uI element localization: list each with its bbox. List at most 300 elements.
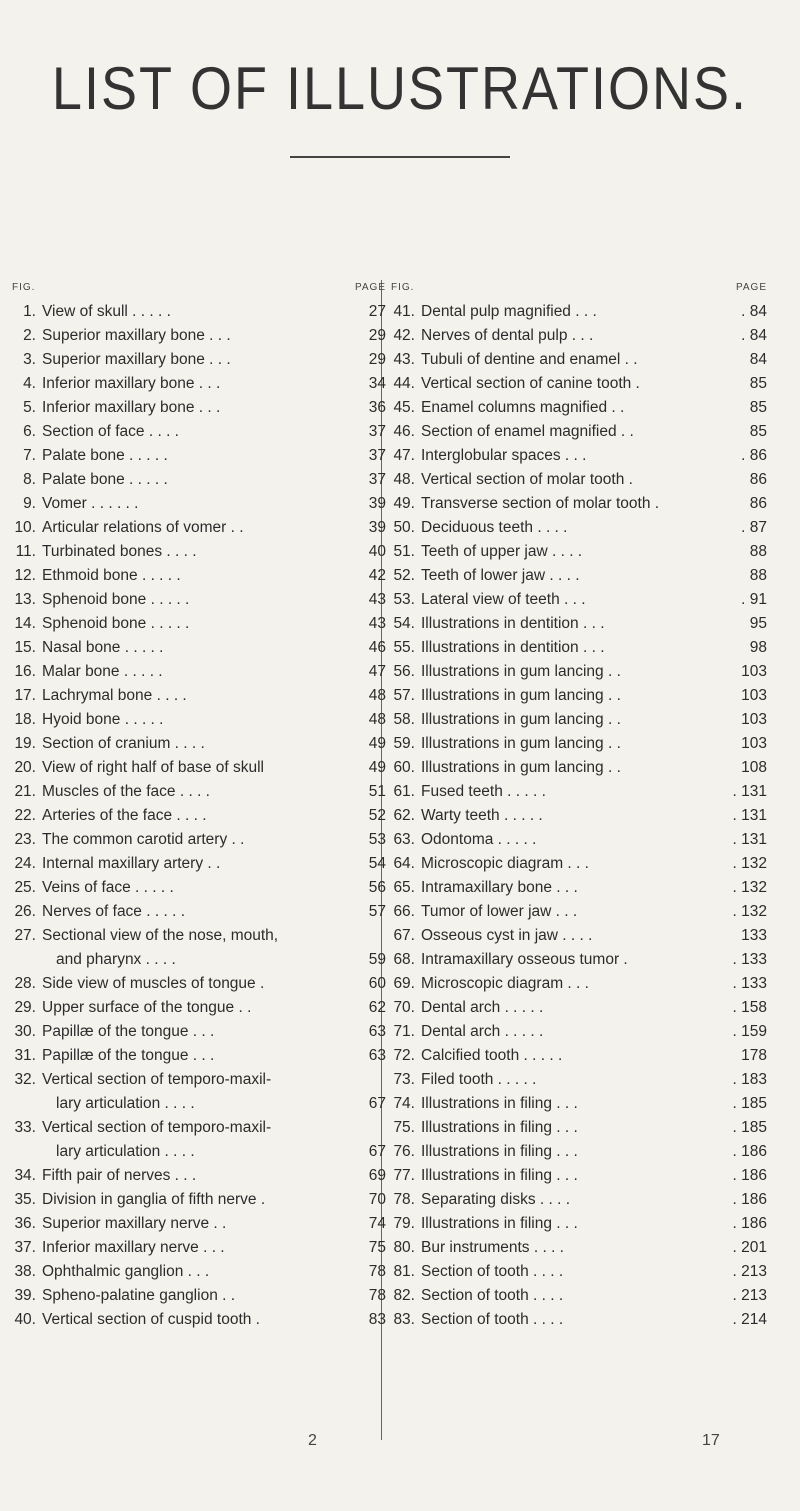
page-number: 88 bbox=[749, 543, 767, 560]
page-number: . 133 bbox=[732, 951, 767, 968]
fig-number: 2. bbox=[23, 327, 36, 344]
page-number: 49 bbox=[368, 735, 386, 752]
list-item bbox=[10, 1092, 386, 1116]
fig-caption: lary articulation . . . . bbox=[56, 1095, 195, 1112]
fig-caption: Dental arch . . . . . bbox=[421, 1023, 544, 1040]
list-item bbox=[389, 1236, 767, 1260]
list-item bbox=[10, 1308, 386, 1332]
list-item bbox=[389, 948, 767, 972]
fig-caption: Odontoma . . . . . bbox=[421, 831, 537, 848]
page-number: . 84 bbox=[741, 327, 767, 344]
fig-caption: Deciduous teeth . . . . bbox=[421, 519, 568, 536]
fig-caption: Vertical section of temporo-maxil- bbox=[42, 1071, 272, 1088]
fig-number: 46. bbox=[393, 423, 415, 440]
fig-number: 19. bbox=[14, 735, 36, 752]
fig-number: 56. bbox=[393, 663, 415, 680]
fig-caption: Transverse section of molar tooth . bbox=[421, 495, 660, 512]
fig-number: 24. bbox=[14, 855, 36, 872]
fig-number: 43. bbox=[393, 351, 415, 368]
fig-number: 57. bbox=[393, 687, 415, 704]
fig-caption: Section of tooth . . . . bbox=[421, 1263, 564, 1280]
page-number: 46 bbox=[368, 639, 386, 656]
fig-caption: Articular relations of vomer . . bbox=[42, 519, 244, 536]
fig-number: 76. bbox=[393, 1143, 415, 1160]
fig-caption: Vertical section of cuspid tooth . bbox=[42, 1311, 260, 1328]
fig-number: 12. bbox=[14, 567, 36, 584]
fig-caption: Section of face . . . . bbox=[42, 423, 179, 440]
fig-caption: Microscopic diagram . . . bbox=[421, 855, 589, 872]
list-item bbox=[389, 828, 767, 852]
page-number: 178 bbox=[741, 1047, 767, 1064]
fig-number: 77. bbox=[393, 1167, 415, 1184]
page-number: . 86 bbox=[741, 447, 767, 464]
fig-number: 31. bbox=[14, 1047, 36, 1064]
fig-caption: Dental pulp magnified . . . bbox=[421, 303, 597, 320]
list-item bbox=[10, 1068, 386, 1092]
page-number: 54 bbox=[368, 855, 386, 872]
fig-number: 70. bbox=[393, 999, 415, 1016]
fig-caption: lary articulation . . . . bbox=[56, 1143, 195, 1160]
fig-caption: Division in ganglia of fifth nerve . bbox=[42, 1191, 266, 1208]
fig-number: 73. bbox=[393, 1071, 415, 1088]
fig-caption: Separating disks . . . . bbox=[421, 1191, 571, 1208]
fig-caption: Vertical section of temporo-maxil- bbox=[42, 1119, 272, 1136]
fig-number: 60. bbox=[393, 759, 415, 776]
fig-caption: Section of enamel magnified . . bbox=[421, 423, 634, 440]
fig-number: 5. bbox=[23, 399, 36, 416]
page-number: 85 bbox=[749, 423, 767, 440]
page-number: 62 bbox=[368, 999, 386, 1016]
list-item bbox=[389, 540, 767, 564]
page-number: 74 bbox=[368, 1215, 386, 1232]
page-number: 103 bbox=[741, 663, 767, 680]
fig-number: 15. bbox=[14, 639, 36, 656]
page-number: 86 bbox=[749, 495, 767, 512]
list-item bbox=[10, 516, 386, 540]
page-number: . 131 bbox=[732, 831, 767, 848]
list-item bbox=[10, 660, 386, 684]
fig-caption: Inferior maxillary bone . . . bbox=[42, 399, 221, 416]
fig-number: 13. bbox=[14, 591, 36, 608]
fig-number: 29. bbox=[14, 999, 36, 1016]
fig-caption: Tumor of lower jaw . . . bbox=[421, 903, 578, 920]
right-column bbox=[389, 282, 767, 1332]
list-item bbox=[389, 1092, 767, 1116]
list-item bbox=[10, 444, 386, 468]
fig-number: 49. bbox=[393, 495, 415, 512]
fig-caption: Sphenoid bone . . . . . bbox=[42, 615, 190, 632]
fig-caption: Muscles of the face . . . . bbox=[42, 783, 210, 800]
fig-caption: Section of cranium . . . . bbox=[42, 735, 205, 752]
list-item bbox=[10, 1164, 386, 1188]
page-number: . 186 bbox=[732, 1191, 767, 1208]
fig-caption: Illustrations in gum lancing . . bbox=[421, 663, 621, 680]
page-number: 48 bbox=[368, 687, 386, 704]
fig-number: 78. bbox=[393, 1191, 415, 1208]
fig-caption: Illustrations in gum lancing . . bbox=[421, 759, 621, 776]
fig-caption: Palate bone . . . . . bbox=[42, 471, 168, 488]
fig-number: 42. bbox=[393, 327, 415, 344]
fig-caption: Ethmoid bone . . . . . bbox=[42, 567, 181, 584]
page-number: 27 bbox=[368, 303, 386, 320]
page-number: 98 bbox=[749, 639, 767, 656]
fig-number: 52. bbox=[393, 567, 415, 584]
page-number: . 185 bbox=[732, 1119, 767, 1136]
fig-number: 20. bbox=[14, 759, 36, 776]
page-number: 63 bbox=[368, 1047, 386, 1064]
fig-caption: Vomer . . . . . . bbox=[42, 495, 139, 512]
page-number: . 132 bbox=[732, 855, 767, 872]
fig-number: 69. bbox=[393, 975, 415, 992]
page-number: 40 bbox=[368, 543, 386, 560]
fig-number: 16. bbox=[14, 663, 36, 680]
list-item bbox=[10, 636, 386, 660]
list-item bbox=[10, 996, 386, 1020]
fig-number: 53. bbox=[393, 591, 415, 608]
list-item bbox=[389, 300, 767, 324]
fig-caption: Malar bone . . . . . bbox=[42, 663, 163, 680]
list-item bbox=[389, 972, 767, 996]
page-number: 39 bbox=[368, 519, 386, 536]
fig-number: 35. bbox=[14, 1191, 36, 1208]
fig-heading: FIG. bbox=[391, 282, 415, 293]
fig-number: 64. bbox=[393, 855, 415, 872]
fig-caption: Illustrations in filing . . . bbox=[421, 1215, 578, 1232]
fig-number: 1. bbox=[23, 303, 36, 320]
fig-caption: Teeth of lower jaw . . . . bbox=[421, 567, 580, 584]
left-column bbox=[10, 282, 386, 1332]
list-item bbox=[10, 468, 386, 492]
list-item bbox=[389, 900, 767, 924]
fig-caption: Spheno-palatine ganglion . . bbox=[42, 1287, 236, 1304]
list-item bbox=[389, 1020, 767, 1044]
fig-number: 10. bbox=[14, 519, 36, 536]
fig-caption: Nasal bone . . . . . bbox=[42, 639, 164, 656]
list-item bbox=[10, 684, 386, 708]
list-item bbox=[389, 1164, 767, 1188]
fig-caption: Papillæ of the tongue . . . bbox=[42, 1047, 215, 1064]
page-number: 133 bbox=[741, 927, 767, 944]
fig-caption: Nerves of dental pulp . . . bbox=[421, 327, 594, 344]
fig-number: 28. bbox=[14, 975, 36, 992]
fig-number: 68. bbox=[393, 951, 415, 968]
fig-number: 55. bbox=[393, 639, 415, 656]
page-number: 47 bbox=[368, 663, 386, 680]
fig-number: 25. bbox=[14, 879, 36, 896]
list-item bbox=[10, 708, 386, 732]
list-item bbox=[10, 1212, 386, 1236]
page-number: 51 bbox=[368, 783, 386, 800]
page-number: . 158 bbox=[732, 999, 767, 1016]
list-item bbox=[10, 324, 386, 348]
page-number: 39 bbox=[368, 495, 386, 512]
list-item bbox=[10, 372, 386, 396]
list-item bbox=[389, 1284, 767, 1308]
list-item bbox=[389, 684, 767, 708]
fig-caption: Papillæ of the tongue . . . bbox=[42, 1023, 215, 1040]
fig-caption: Fused teeth . . . . . bbox=[421, 783, 546, 800]
page-number: . 183 bbox=[732, 1071, 767, 1088]
fig-number: 50. bbox=[393, 519, 415, 536]
list-item bbox=[389, 660, 767, 684]
fig-caption: Nerves of face . . . . . bbox=[42, 903, 185, 920]
fig-number: 80. bbox=[393, 1239, 415, 1256]
page-number: 43 bbox=[368, 615, 386, 632]
fig-number: 81. bbox=[393, 1263, 415, 1280]
page-number: 103 bbox=[741, 735, 767, 752]
list-item bbox=[10, 1020, 386, 1044]
signature-mark-right: 17 bbox=[702, 1432, 720, 1449]
fig-caption: Calcified tooth . . . . . bbox=[421, 1047, 563, 1064]
fig-number: 45. bbox=[393, 399, 415, 416]
fig-number: 32. bbox=[14, 1071, 36, 1088]
list-item bbox=[389, 468, 767, 492]
page-number: . 213 bbox=[732, 1287, 767, 1304]
page-number: 29 bbox=[368, 351, 386, 368]
fig-caption: Upper surface of the tongue . . bbox=[42, 999, 252, 1016]
fig-number: 11. bbox=[15, 543, 36, 560]
page-number: 67 bbox=[368, 1095, 386, 1112]
page-number: . 84 bbox=[741, 303, 767, 320]
list-item bbox=[10, 948, 386, 972]
fig-caption: View of skull . . . . . bbox=[42, 303, 171, 320]
fig-number: 39. bbox=[14, 1287, 36, 1304]
fig-number: 74. bbox=[393, 1095, 415, 1112]
fig-number: 23. bbox=[14, 831, 36, 848]
signature-mark-left: 2 bbox=[308, 1432, 317, 1449]
fig-caption: Vertical section of molar tooth . bbox=[421, 471, 633, 488]
page-heading: PAGE bbox=[354, 282, 386, 293]
list-item bbox=[389, 876, 767, 900]
fig-caption: Teeth of upper jaw . . . . bbox=[421, 543, 583, 560]
fig-caption: Superior maxillary bone . . . bbox=[42, 327, 231, 344]
list-item bbox=[389, 636, 767, 660]
page-heading: PAGE bbox=[735, 282, 767, 293]
list-item bbox=[10, 492, 386, 516]
fig-caption: Illustrations in dentition . . . bbox=[421, 639, 605, 656]
fig-caption: Side view of muscles of tongue . bbox=[42, 975, 265, 992]
right-illustration-list bbox=[389, 300, 767, 1332]
page-number: 78 bbox=[368, 1287, 386, 1304]
fig-caption: View of right half of base of skull bbox=[42, 759, 265, 776]
list-item bbox=[10, 972, 386, 996]
page-number: 53 bbox=[368, 831, 386, 848]
page-number: 84 bbox=[749, 351, 767, 368]
fig-caption: The common carotid artery . . bbox=[42, 831, 245, 848]
fig-caption: Arteries of the face . . . . bbox=[42, 807, 207, 824]
fig-caption: Sphenoid bone . . . . . bbox=[42, 591, 190, 608]
list-item bbox=[10, 804, 386, 828]
left-column-header bbox=[10, 282, 386, 300]
page-number: 63 bbox=[368, 1023, 386, 1040]
fig-caption: Microscopic diagram . . . bbox=[421, 975, 589, 992]
list-item bbox=[389, 492, 767, 516]
fig-number: 54. bbox=[393, 615, 415, 632]
fig-caption: Lachrymal bone . . . . bbox=[42, 687, 187, 704]
fig-caption: Tubuli of dentine and enamel . . bbox=[421, 351, 638, 368]
fig-caption: Illustrations in gum lancing . . bbox=[421, 687, 621, 704]
left-illustration-list bbox=[10, 300, 386, 1332]
fig-caption: Hyoid bone . . . . . bbox=[42, 711, 164, 728]
list-item bbox=[10, 420, 386, 444]
fig-caption: Superior maxillary bone . . . bbox=[42, 351, 231, 368]
fig-number: 27. bbox=[14, 927, 36, 944]
page-number: . 159 bbox=[732, 1023, 767, 1040]
fig-caption: Section of tooth . . . . bbox=[421, 1287, 564, 1304]
list-item bbox=[389, 396, 767, 420]
fig-number: 36. bbox=[14, 1215, 36, 1232]
fig-caption: Interglobular spaces . . . bbox=[421, 447, 587, 464]
fig-number: 30. bbox=[14, 1023, 36, 1040]
fig-caption: Vertical section of canine tooth . bbox=[421, 375, 640, 392]
page-number: . 186 bbox=[732, 1215, 767, 1232]
page-number: . 186 bbox=[732, 1167, 767, 1184]
list-item bbox=[389, 996, 767, 1020]
page-number: 49 bbox=[368, 759, 386, 776]
fig-number: 79. bbox=[393, 1215, 415, 1232]
list-item bbox=[10, 1116, 386, 1140]
list-item bbox=[389, 732, 767, 756]
list-item bbox=[389, 1188, 767, 1212]
list-item bbox=[389, 804, 767, 828]
page-number: . 133 bbox=[732, 975, 767, 992]
list-item bbox=[10, 780, 386, 804]
list-item bbox=[389, 516, 767, 540]
fig-caption: Illustrations in dentition . . . bbox=[421, 615, 605, 632]
fig-number: 58. bbox=[393, 711, 415, 728]
fig-heading: FIG. bbox=[12, 282, 36, 293]
list-item bbox=[389, 348, 767, 372]
fig-caption: Ophthalmic ganglion . . . bbox=[42, 1263, 210, 1280]
page-number: 85 bbox=[749, 399, 767, 416]
list-item bbox=[10, 396, 386, 420]
fig-number: 21. bbox=[14, 783, 36, 800]
fig-caption: Dental arch . . . . . bbox=[421, 999, 544, 1016]
list-item bbox=[10, 1284, 386, 1308]
page-number: . 214 bbox=[732, 1311, 767, 1328]
list-item bbox=[10, 852, 386, 876]
fig-number: 51. bbox=[393, 543, 415, 560]
page-number: . 132 bbox=[732, 879, 767, 896]
list-item bbox=[10, 588, 386, 612]
fig-number: 66. bbox=[393, 903, 415, 920]
page-number: . 213 bbox=[732, 1263, 767, 1280]
fig-number: 82. bbox=[393, 1287, 415, 1304]
fig-number: 83. bbox=[393, 1311, 415, 1328]
page-number: 37 bbox=[368, 447, 386, 464]
page-number: 34 bbox=[368, 375, 386, 392]
page-number: 48 bbox=[368, 711, 386, 728]
page-number: . 186 bbox=[732, 1143, 767, 1160]
list-item bbox=[10, 924, 386, 948]
list-item bbox=[10, 732, 386, 756]
fig-number: 8. bbox=[23, 471, 36, 488]
page-number: 95 bbox=[749, 615, 767, 632]
fig-number: 7. bbox=[23, 447, 36, 464]
title-rule bbox=[290, 156, 510, 158]
fig-number: 48. bbox=[393, 471, 415, 488]
list-item bbox=[10, 756, 386, 780]
fig-number: 26. bbox=[14, 903, 36, 920]
fig-number: 63. bbox=[393, 831, 415, 848]
fig-caption: Illustrations in gum lancing . . bbox=[421, 711, 621, 728]
page-number: 108 bbox=[741, 759, 767, 776]
list-item bbox=[389, 612, 767, 636]
list-item bbox=[389, 1308, 767, 1332]
page-number: . 201 bbox=[732, 1239, 767, 1256]
list-item bbox=[389, 1116, 767, 1140]
page-number: 42 bbox=[368, 567, 386, 584]
list-item bbox=[10, 612, 386, 636]
page-number: . 131 bbox=[732, 807, 767, 824]
fig-number: 41. bbox=[393, 303, 415, 320]
page-number: 88 bbox=[749, 567, 767, 584]
list-item bbox=[10, 1140, 386, 1164]
list-item bbox=[389, 1140, 767, 1164]
fig-caption: Warty teeth . . . . . bbox=[421, 807, 543, 824]
fig-caption: Illustrations in gum lancing . . bbox=[421, 735, 621, 752]
page-number: 36 bbox=[368, 399, 386, 416]
page-number: 60 bbox=[368, 975, 386, 992]
page-number: 69 bbox=[368, 1167, 386, 1184]
fig-caption: Inferior maxillary bone . . . bbox=[42, 375, 221, 392]
page-number: 83 bbox=[368, 1311, 386, 1328]
list-item bbox=[389, 324, 767, 348]
fig-number: 65. bbox=[393, 879, 415, 896]
list-item bbox=[10, 900, 386, 924]
fig-caption: Veins of face . . . . . bbox=[42, 879, 174, 896]
page-number: 85 bbox=[749, 375, 767, 392]
fig-number: 37. bbox=[14, 1239, 36, 1256]
fig-number: 18. bbox=[14, 711, 36, 728]
fig-caption: Section of tooth . . . . bbox=[421, 1311, 564, 1328]
list-item bbox=[389, 1212, 767, 1236]
page-number: . 185 bbox=[732, 1095, 767, 1112]
page-number: 59 bbox=[368, 951, 386, 968]
page-number: 29 bbox=[368, 327, 386, 344]
fig-caption: Internal maxillary artery . . bbox=[42, 855, 221, 872]
fig-number: 72. bbox=[393, 1047, 415, 1064]
fig-caption: Superior maxillary nerve . . bbox=[42, 1215, 227, 1232]
page-number: 56 bbox=[368, 879, 386, 896]
list-item bbox=[389, 924, 767, 948]
page-number: 43 bbox=[368, 591, 386, 608]
fig-number: 34. bbox=[14, 1167, 36, 1184]
fig-caption: Lateral view of teeth . . . bbox=[421, 591, 586, 608]
list-item bbox=[10, 564, 386, 588]
list-item bbox=[10, 300, 386, 324]
fig-number: 44. bbox=[393, 375, 415, 392]
list-item bbox=[389, 1044, 767, 1068]
fig-number: 40. bbox=[14, 1311, 36, 1328]
fig-number: 3. bbox=[23, 351, 36, 368]
fig-caption: Illustrations in filing . . . bbox=[421, 1095, 578, 1112]
list-item bbox=[10, 1044, 386, 1068]
list-item bbox=[10, 1188, 386, 1212]
list-item bbox=[389, 420, 767, 444]
fig-number: 38. bbox=[14, 1263, 36, 1280]
page-number: 103 bbox=[741, 687, 767, 704]
list-item bbox=[389, 588, 767, 612]
list-item bbox=[389, 756, 767, 780]
fig-number: 9. bbox=[23, 495, 36, 512]
fig-caption: Illustrations in filing . . . bbox=[421, 1167, 578, 1184]
fig-number: 59. bbox=[393, 735, 415, 752]
fig-caption: Intramaxillary osseous tumor . bbox=[421, 951, 628, 968]
fig-caption: Bur instruments . . . . bbox=[421, 1239, 564, 1256]
page-number: 70 bbox=[368, 1191, 386, 1208]
list-item bbox=[389, 564, 767, 588]
